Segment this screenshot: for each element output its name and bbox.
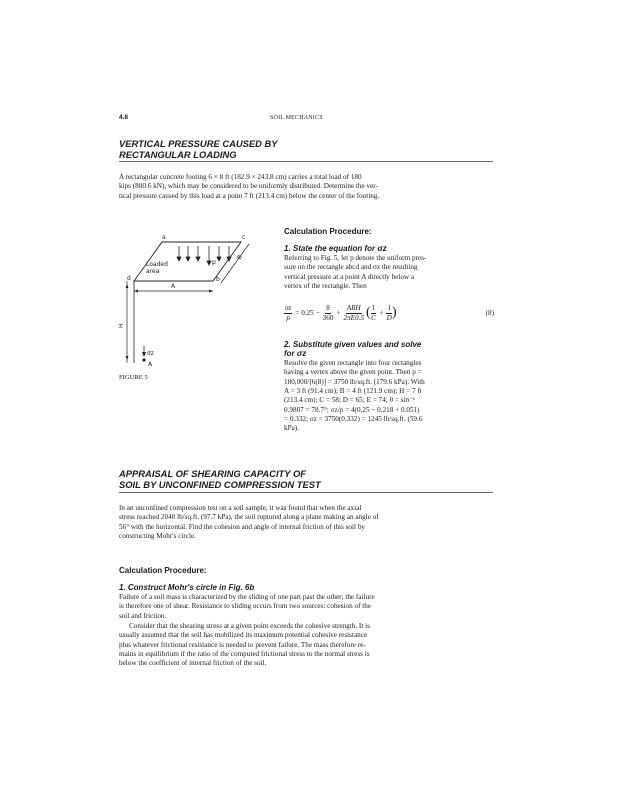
figure-5-diagram bbox=[118, 228, 284, 368]
page-number: 4.8 bbox=[119, 114, 129, 121]
label-b: b bbox=[216, 276, 220, 283]
section2-problem: In an unconfined compression test on a soil sample, it was found that when the axial stress reached 2040 lb/sq.ft. (97.7 kPa), the soil ruptured along a plane making an angle of 56° with the horizontal. Find the cohesion and angle of internal friction of this soil by constructing Mohr's circle. bbox=[119, 504, 379, 541]
section2-step1-title: 1. Construct Mohr's circle in Fig. 6b bbox=[119, 583, 255, 592]
label-loaded: Loaded bbox=[146, 261, 168, 268]
label-dim-a: A bbox=[171, 283, 176, 290]
load-arrows bbox=[177, 246, 231, 265]
section2-procedure-heading: Calculation Procedure: bbox=[119, 566, 207, 575]
label-sigma-z: σz bbox=[147, 350, 154, 357]
section2-rule bbox=[119, 492, 493, 493]
section1-problem: A rectangular concrete footing 6 × 8 ft (182.9 × 243.8 cm) carries a total load of 180 kips (800.6 kN), which may be considered to be uniformly distributed. Determine the ver- tical pressure caused by this load at a point 7 ft (213.4 cm) below the center of the footing. bbox=[119, 173, 380, 200]
section1-procedure-heading: Calculation Procedure: bbox=[284, 227, 372, 236]
label-point-a: A bbox=[148, 361, 153, 368]
section2-para1: Failure of a soil mass is characterized by the sliding of one part past the other; the failure is therefore one of shear. Resistance to sliding occurs from two sources: cohesion of the soil and friction. bbox=[119, 593, 375, 620]
figure-caption: FIGURE 5 bbox=[119, 374, 148, 381]
point-a bbox=[142, 358, 145, 361]
section2-para2: Consider that the shearing stress at a given point exceeds the cohesive strength. It is usually assumed that the soil has mobilized its maximum potential cohesive resistance plus whatever frictional resistance is needed to prevent failure. The mass therefore re- mains in equilibrium if the ratio of the computed frictional stress to the normal stress is below the coefficient of internal friction of the soil. bbox=[119, 622, 370, 668]
section1-rule bbox=[119, 161, 493, 162]
running-title: SOIL MECHANICS bbox=[270, 115, 323, 121]
label-c: c bbox=[242, 234, 246, 241]
label-d: d bbox=[127, 275, 131, 282]
label-p: p bbox=[212, 259, 216, 266]
section1-step1-text: Referring to Fig. 5, let p denote the uniform pres- sure on the rectangle abcd and σz the resulting vertical pressure at a point A directly below a vertex of the rectangle. Then bbox=[284, 254, 427, 291]
section1-step2-title: 2. Substitute given values and solve for σz bbox=[284, 340, 422, 358]
section1-step2-text: Resolve the given rectangle into four rectangles having a vertex above the given point. Then p = 180,000/[6(8)] = 3750 lb/sq.ft. (179.6 kPa). With A = 3 ft (91.4 cm); B = 4 ft (121.9 cm); H = 7 ft (213.4 cm); C = 58; D = 65; E = 74; θ = sin⁻¹ 0.9807 = 78.7°; σz/p = 4(0.25 − 0.218 + 0.051) = 0.332; σz = 3750(0.332) = 1245 lb/sq.ft. (59.6 kPa). bbox=[284, 359, 425, 433]
label-dim-b: B bbox=[235, 253, 245, 262]
section1-step1-title: 1. State the equation for σz bbox=[284, 244, 387, 253]
section2-title: APPRAISAL OF SHEARING CAPACITY OF SOIL BY UNCONFINED COMPRESSION TEST bbox=[119, 468, 321, 490]
label-dim-h: H bbox=[118, 323, 125, 328]
label-area: area bbox=[146, 268, 160, 275]
equation-8: $\frac{\sigma z}{p}$ = 0.25 − $\frac{\theta}{360}$ + $\frac{\text{ABH}}{2\pi E0.5}$ ( $\frac{1}{C}$ + $\frac{1}{D}$ ) (8) bbox=[285, 303, 494, 322]
label-a: a bbox=[162, 234, 166, 241]
section1-title: VERTICAL PRESSURE CAUSED BY RECTANGULAR LOADING bbox=[119, 138, 278, 160]
